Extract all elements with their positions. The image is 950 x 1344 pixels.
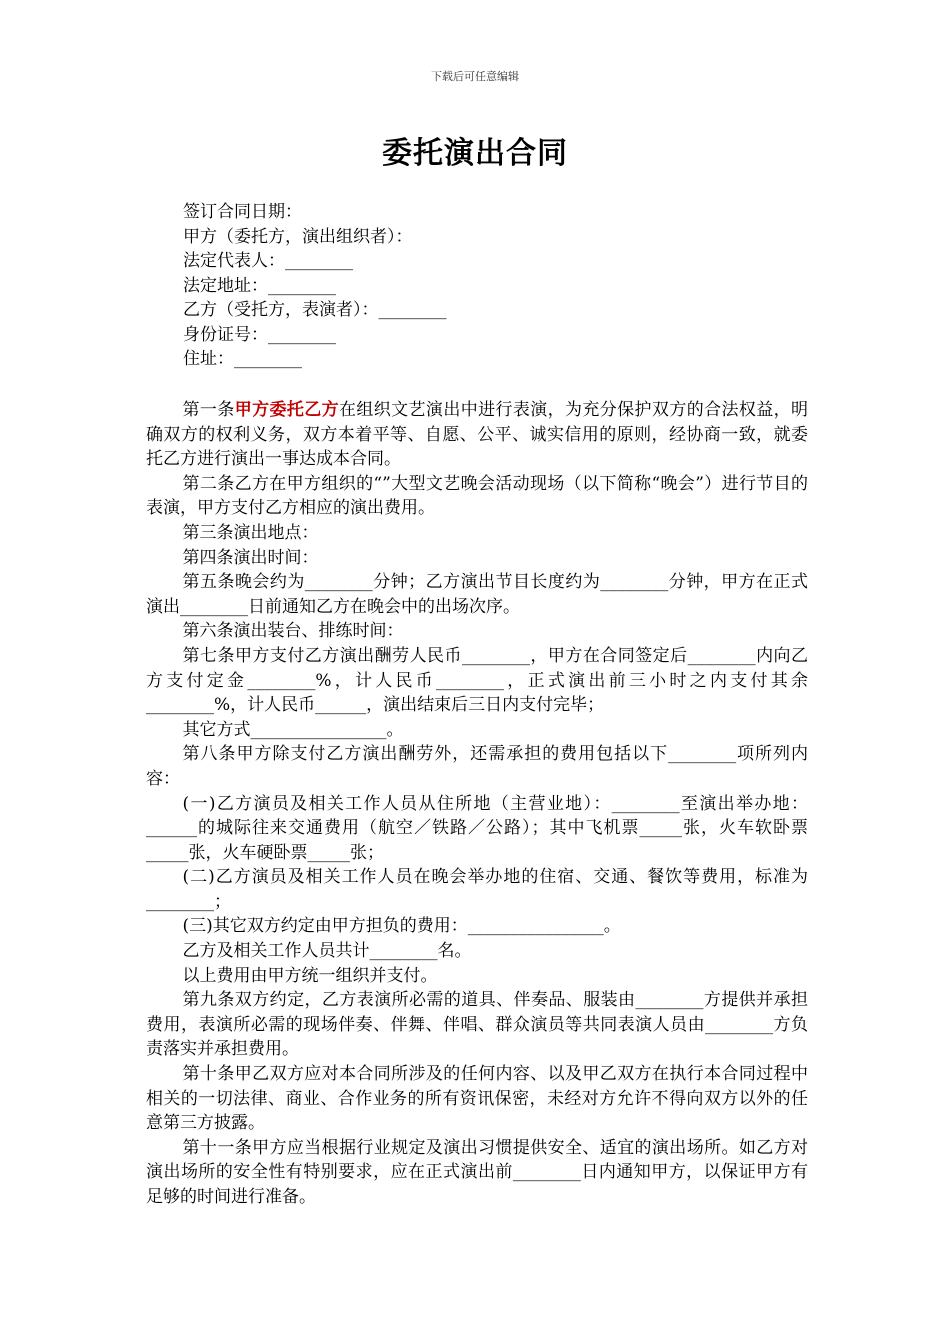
article-10: 第十条甲乙双方应对本合同所涉及的任何内容、以及甲乙双方在执行本合同过程中相关的一切法律、商业、合作业务的所有资讯保密，未经对方允许不得向双方以外的任意第三方披露。 bbox=[146, 1064, 808, 1134]
article-7: 第七条甲方支付乙方演出酬劳人民币________，甲方在合同签定后________内向乙方支付定金________%，计人民币________，正式演出前三小时之内支付其余________%，计人民币______，演出结束后三日内支付完毕； bbox=[146, 645, 808, 716]
other-payment-method: 其它方式________________。 bbox=[182, 719, 404, 740]
signing-date-line: 签订合同日期： bbox=[183, 202, 302, 222]
article-8-item-1: (一)乙方演员及相关工作人员从住所地（主营业地）：________至演出举办地：______的城际往来交通费用（航空／铁路／公路）；其中飞机票_____张，火车软卧票_____张，火车硬卧票_____张； bbox=[146, 793, 808, 863]
article-4: 第四条演出时间： bbox=[182, 547, 319, 568]
article-1-text: 在组织文艺演出中进行表演，为充分保护双方的合法权益，明确双方的权利义务，双方本着平等、自愿、公平、诚实信用的原则，经协商一致，就委托乙方进行演出一事达成本合同。 bbox=[146, 400, 809, 470]
contract-body bbox=[146, 398, 808, 1210]
party-a-line: 甲方（委托方，演出组织者）： bbox=[183, 226, 413, 247]
staff-count: 乙方及相关工作人员共计________名。 bbox=[182, 941, 472, 962]
article-1 bbox=[146, 398, 808, 472]
contract-title: 委托演出合同 bbox=[382, 136, 568, 171]
legal-representative-line: 法定代表人：________ bbox=[183, 251, 353, 271]
party-info-block bbox=[183, 200, 823, 372]
id-number-line: 身份证号：________ bbox=[183, 324, 336, 345]
article-2: 第二条乙方在甲方组织的“”大型文艺晚会活动现场（以下简称“晚会”）进行节目的表演，甲方支付乙方相应的演出费用。 bbox=[146, 473, 808, 519]
article-1-highlight: 甲方委托乙方 bbox=[234, 400, 340, 420]
article-9: 第九条双方约定，乙方表演所必需的道具、伴奏品、服装由________方提供并承担费用，表演所必需的现场伴奏、伴舞、伴唱、群众演员等共同表演人员由________方负责落实并承担费用。 bbox=[146, 990, 808, 1060]
article-8-item-3: (三)其它双方约定由甲方担负的费用：________________。 bbox=[182, 916, 621, 937]
article-8: 第八条甲方除支付乙方演出酬劳外，还需承担的费用包括以下________项所列内容： bbox=[146, 744, 808, 789]
article-5: 第五条晚会约为________分钟；乙方演出节目长度约为________分钟，甲方在正式演出________日前通知乙方在晚会中的出场次序。 bbox=[146, 572, 808, 617]
address-line: 住址：________ bbox=[183, 349, 302, 369]
expense-note: 以上费用由甲方统一组织并支付。 bbox=[182, 965, 438, 986]
article-8-item-2: (二)乙方演员及相关工作人员在晚会举办地的住宿、交通、餐饮等费用，标准为________； bbox=[146, 867, 808, 912]
article-1-prefix: 第一条 bbox=[182, 400, 235, 420]
article-3: 第三条演出地点： bbox=[182, 522, 319, 543]
article-11: 第十一条甲方应当根据行业规定及演出习惯提供安全、适宜的演出场所。如乙方对演出场所的安全性有特别要求，应在正式演出前________日内通知甲方，以保证甲方有足够的时间进行准备。 bbox=[146, 1137, 808, 1207]
legal-address-line: 法定地址：________ bbox=[183, 275, 336, 296]
article-6: 第六条演出装台、排练时间： bbox=[182, 621, 404, 642]
party-b-line: 乙方（受托方，表演者）：________ bbox=[183, 300, 447, 320]
header-note: 下载后可任意编辑 bbox=[431, 70, 519, 83]
